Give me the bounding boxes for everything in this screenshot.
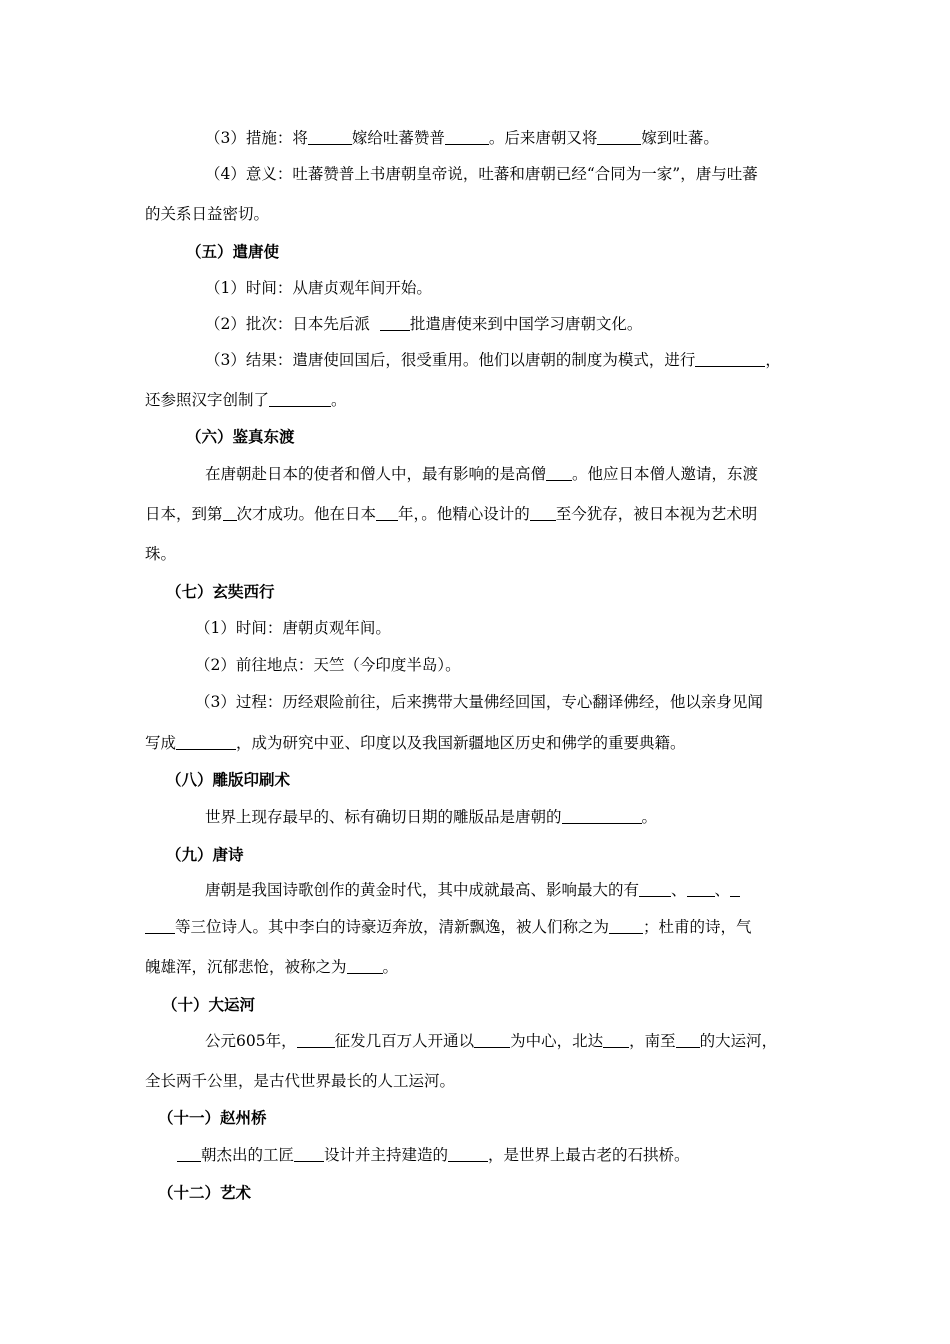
qiantangshi-result [205,350,781,370]
text: 等三位诗人。其中李白的诗豪迈奔放，清新飘逸，被人们称之为 [175,918,610,936]
blank [347,958,383,974]
text: 的大运河， [699,1032,778,1050]
qiantangshi-result-2 [145,390,347,410]
text: 唐朝是我国诗歌创作的黄金时代，其中成就最高、影响最大的有 [205,881,640,899]
blank [223,505,237,521]
text: 批遣唐使来到中国学习唐朝文化。 [409,315,643,333]
text: 还参照汉字创制了 [145,391,270,409]
blank [474,1032,510,1048]
blank [448,1146,488,1162]
section-heading-qiantangshi: （五）遣唐使 [186,243,280,261]
blank [177,1146,201,1162]
text: 至今犹存，被日本视为艺术明 [555,505,758,523]
text: 写成 [145,734,177,752]
yunhe-line-1 [205,1031,777,1051]
text: 、 [714,881,731,899]
section-heading-jianzhen: （六）鉴真东渡 [186,428,295,446]
text: （3）措施：将 [205,129,308,147]
blank [687,881,715,897]
tubo-significance-line: （4）意义：吐蕃赞普上书唐朝皇帝说，吐蕃和唐朝已经“合同为一家”，唐与吐蕃 [205,165,758,183]
blank [380,315,410,331]
blank [609,918,643,934]
blank [294,1146,324,1162]
xuanzang-process: （3）过程：历经艰险前往，后来携带大量佛经回国，专心翻译佛经，他以亲身见闻 [195,693,763,711]
blank [308,129,352,145]
blank [676,1032,700,1048]
jianzhen-line-3: 珠。 [145,545,177,563]
text: 。他应日本僧人邀请，东渡 [572,465,759,483]
section-heading-tangshi: （九）唐诗 [166,846,244,864]
text: 次才成功。他在日本 [236,505,377,523]
jianzhen-line-1 [205,464,758,484]
text: ，是世界上最古老的石拱桥。 [488,1146,690,1164]
qiantangshi-time: （1）时间：从唐贞观年间开始。 [205,279,432,297]
text: 嫁到吐蕃。 [641,129,719,147]
text: 。 [641,808,658,826]
text: ，南至 [629,1032,676,1050]
blank [695,351,765,367]
tangshi-line-1 [205,880,740,900]
qiantangshi-batches [205,314,642,334]
text: 公元605年， [205,1032,297,1050]
blank [376,505,398,521]
text: 在唐朝赴日本的使者和僧人中，最有影响的是高僧 [205,465,547,483]
text: 日本，到第 [145,505,223,523]
text: 。 [382,958,399,976]
text: 嫁给吐蕃赞普 [351,129,445,147]
section-heading-diaoban: （八）雕版印刷术 [166,771,291,789]
xuanzang-process-2 [145,733,686,753]
blank [597,129,641,145]
text: 世界上现存最早的、标有确切日期的雕版品是唐朝的 [205,808,562,826]
text: 朝杰出的工匠 [201,1146,295,1164]
text: ， [765,351,781,369]
blank [297,1032,335,1048]
xuanzang-time: （1）时间：唐朝贞观年间。 [195,619,391,637]
text: 。 [331,391,347,409]
blank [269,391,331,407]
jianzhen-line-2 [145,504,757,524]
text: （2）批次：日本先后派 [205,315,370,333]
blank [546,465,572,481]
blank [639,881,671,897]
tangshi-line-3 [145,957,398,977]
text: （3）结果：遣唐使回国后，很受重用。他们以唐朝的制度为模式，进行 [205,351,696,369]
section-heading-yishu: （十二）艺术 [158,1184,252,1202]
text: 、 [671,881,687,899]
blank [145,918,175,934]
text: ；杜甫的诗，气 [643,918,752,936]
tubo-measures-line [205,128,719,148]
blank [562,808,642,824]
text: 设计并主持建造的 [324,1146,449,1164]
text: 。后来唐朝又将 [488,129,598,147]
yunhe-line-2: 全长两千公里，是古代世界最长的人工运河。 [145,1072,456,1090]
blank [445,129,489,145]
tubo-significance-line-2: 的关系日益密切。 [145,205,270,223]
text: 为中心，北达 [510,1032,604,1050]
xuanzang-destination: （2）前往地点：天竺（今印度半岛）。 [195,656,461,674]
text: 魄雄浑，沉郁悲怆，被称之为 [145,958,347,976]
blank [603,1032,629,1048]
blank [176,734,236,750]
zhaozhou-line [177,1145,690,1165]
section-heading-zhaozhou: （十一）赵州桥 [158,1109,267,1127]
blank [730,881,740,897]
text: 年，。他精心设计的 [398,505,530,523]
tangshi-line-2 [145,917,752,937]
text: ，成为研究中亚、印度以及我国新疆地区历史和佛学的重要典籍。 [236,734,686,752]
diaoban-line [205,807,657,827]
section-heading-yunhe: （十）大运河 [162,996,256,1014]
text: 征发几百万人开通以 [334,1032,475,1050]
blank [530,505,556,521]
section-heading-xuanzang: （七）玄奘西行 [166,583,275,601]
